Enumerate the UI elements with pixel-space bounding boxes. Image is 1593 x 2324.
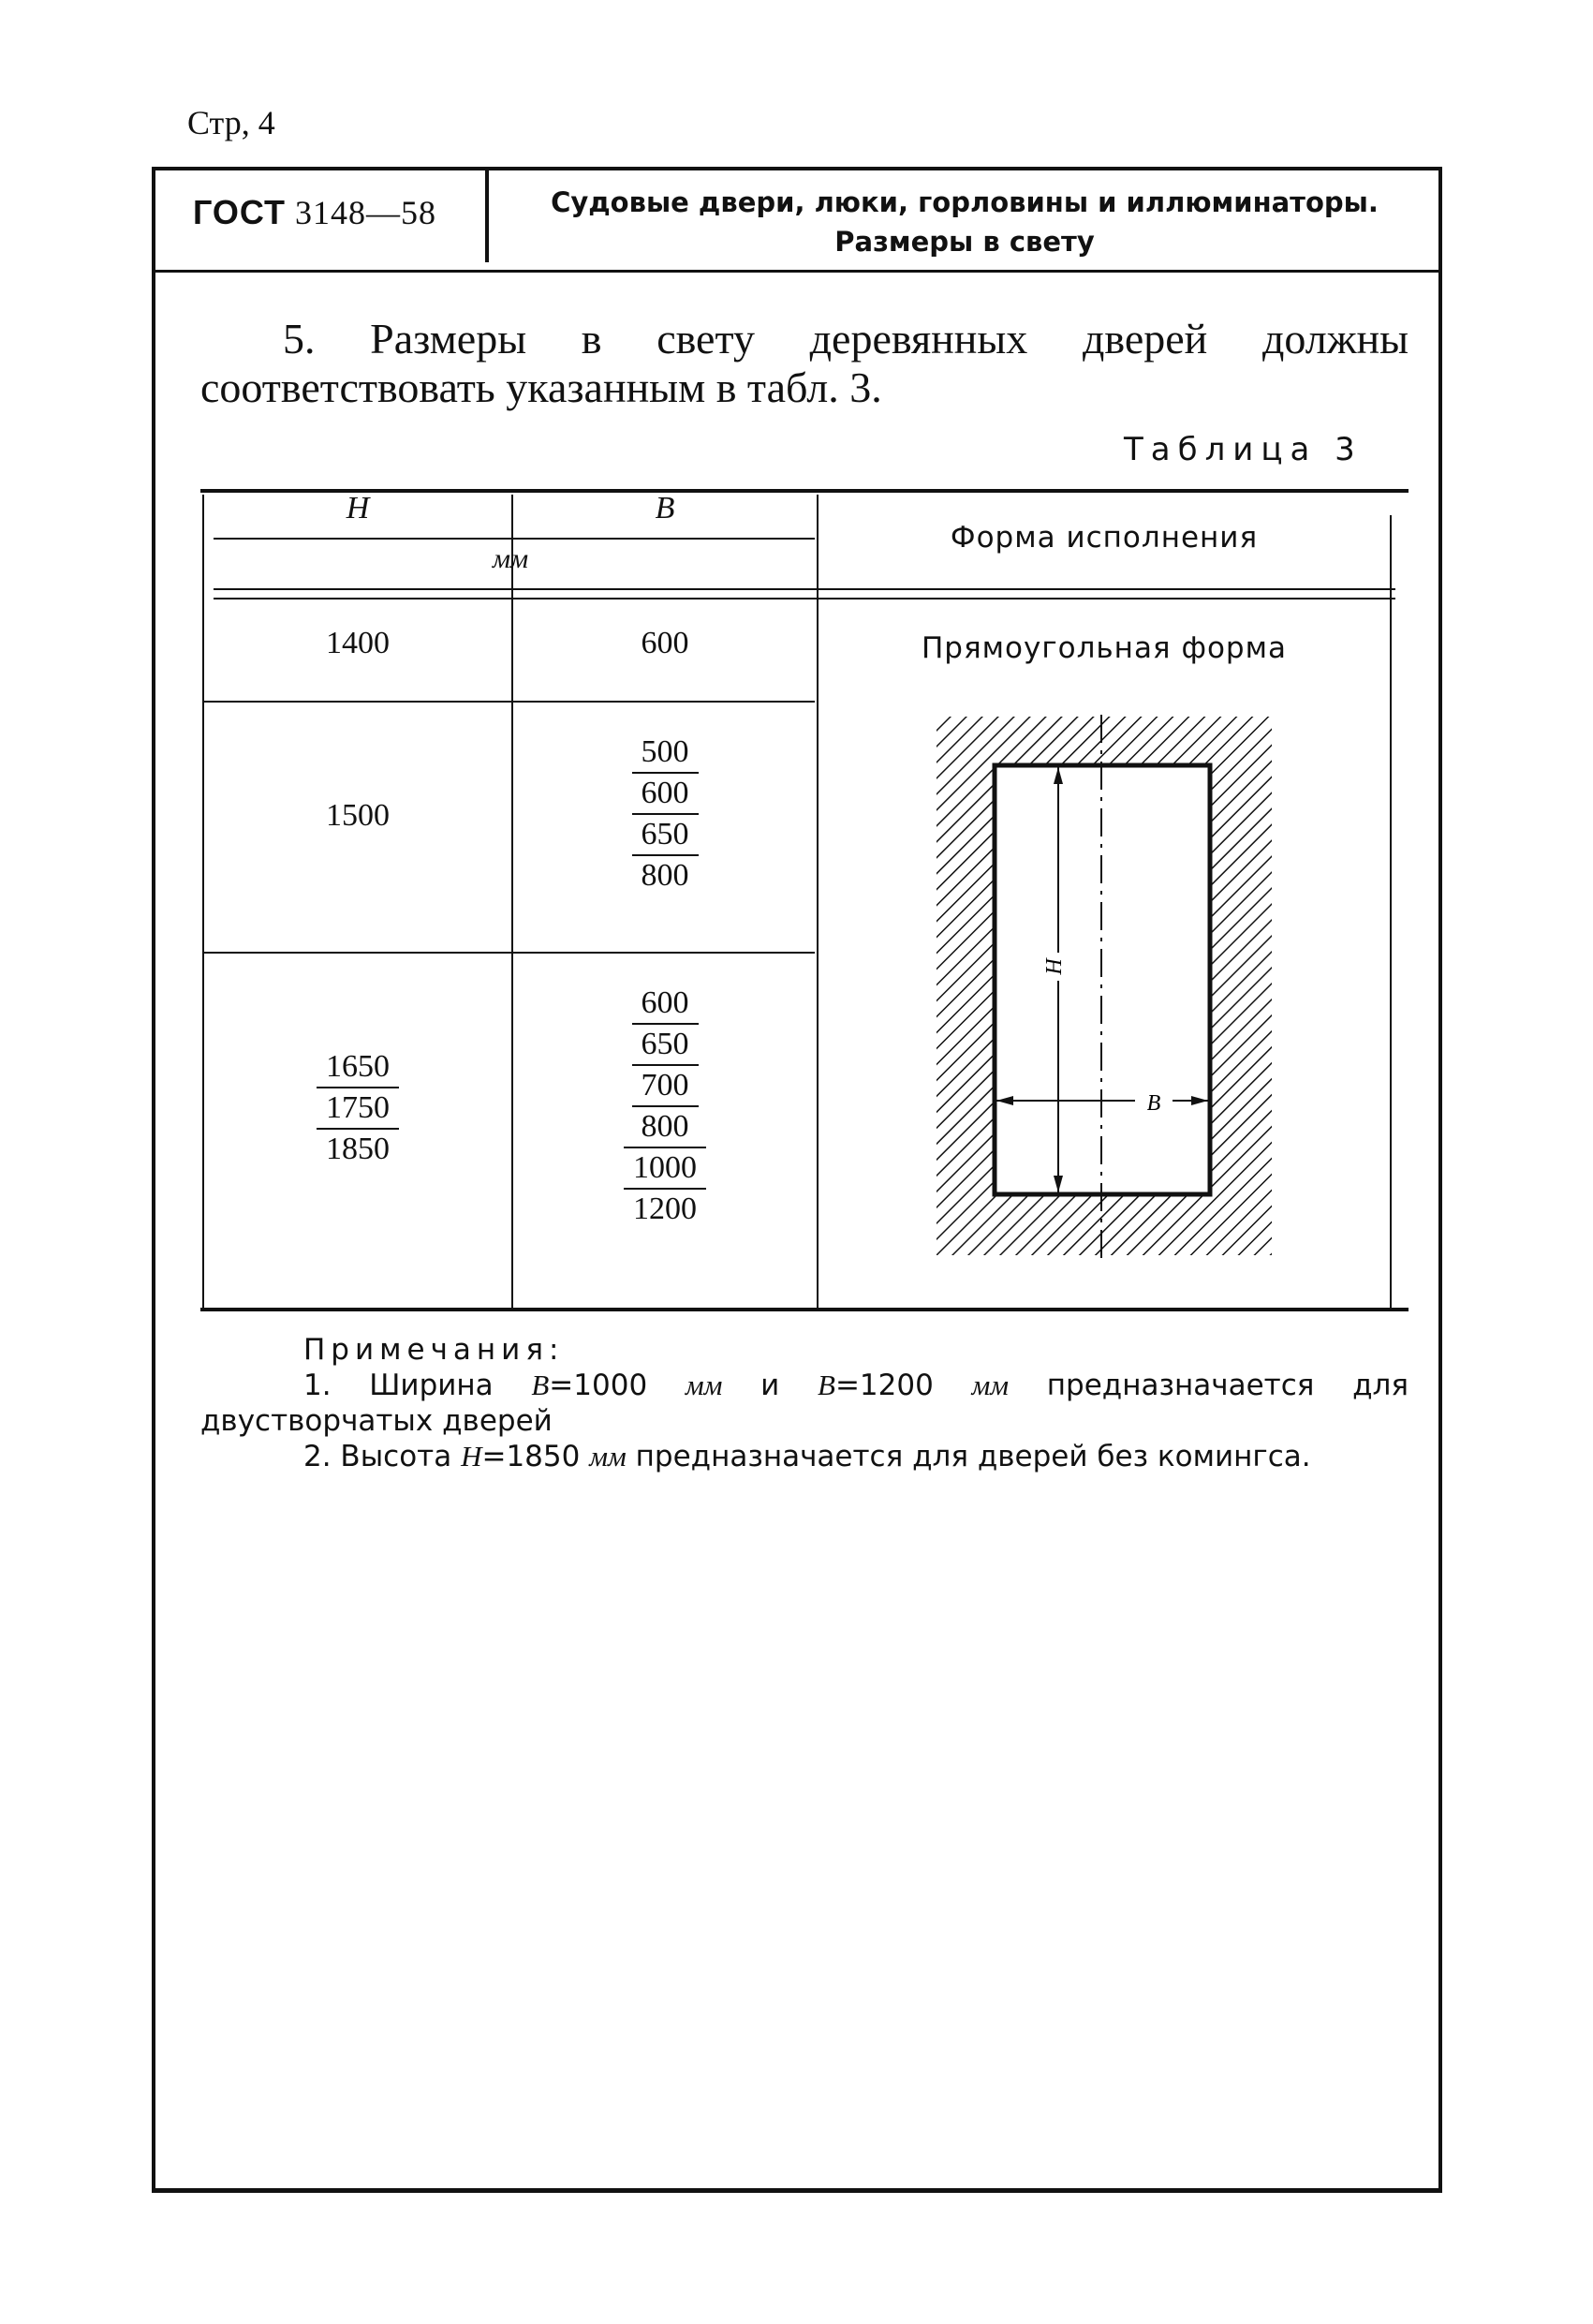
note-1-var: B [531, 1369, 550, 1401]
row3-h-value: 1750 [317, 1087, 399, 1128]
row2-b-value: 650 [632, 813, 699, 854]
row3-b-value: 1000 [624, 1147, 706, 1188]
note-2-text: 2. Высота [303, 1440, 462, 1473]
header-bottom-rule [152, 270, 1442, 273]
table-head-rule-2 [214, 598, 1395, 600]
notes-title: Примечания: [303, 1333, 565, 1367]
note-2-unit: мм [589, 1440, 627, 1473]
row3-b-value: 650 [632, 1023, 699, 1064]
row3-b-values [513, 984, 817, 1229]
table-head-rule-1 [214, 588, 1395, 590]
note-2-var: H [461, 1440, 482, 1473]
frame-left-rule [152, 167, 155, 2192]
table-hb-rule [214, 538, 815, 540]
standard-code [193, 193, 436, 232]
standard-code-number: 3148—58 [295, 194, 437, 231]
table-row1-rule [204, 701, 815, 703]
table-row2-rule [204, 952, 815, 954]
row2-b-values [513, 733, 817, 896]
table-label: Таблица 3 [1124, 431, 1363, 468]
paragraph-5: 5. Размеры в свету деревянных дверей должны соответствовать указанным в табл. 3. [200, 315, 1409, 411]
notes [200, 1332, 1409, 1474]
table-left-rule [202, 495, 204, 1308]
row2-b-value: 800 [632, 854, 699, 896]
frame-bottom-rule [152, 2188, 1442, 2193]
header-divider [485, 167, 489, 262]
document-title-line2: Размеры в свету [834, 226, 1095, 258]
note-2 [200, 1439, 1409, 1474]
row3-b-value: 1200 [624, 1188, 706, 1229]
row2-h-value: 1500 [326, 798, 390, 833]
row3-b-value: 700 [632, 1064, 699, 1105]
page-number: Стр, 4 [187, 104, 275, 141]
document-title [506, 183, 1423, 261]
row3-b-value: 600 [641, 985, 689, 1020]
row2-b-value: 600 [632, 772, 699, 813]
row3-h-values [204, 1047, 511, 1169]
frame-right-rule [1438, 167, 1442, 2192]
note-1-unit: мм [971, 1369, 1010, 1401]
note-1-text: и [722, 1369, 818, 1402]
door-drawing [927, 707, 1283, 1269]
row1-b-value: 600 [641, 626, 689, 660]
frame-top-rule [152, 167, 1442, 170]
row3-h-value: 1850 [317, 1128, 399, 1169]
form-name: Прямоугольная форма [922, 631, 1287, 665]
column-h-header: H [346, 491, 370, 525]
note-1-unit: мм [685, 1369, 723, 1401]
table-right-rule [1390, 515, 1392, 1311]
dimension-h-label: H [1042, 958, 1067, 975]
row2-b-value: 500 [641, 734, 689, 769]
standard-code-prefix: ГОСТ [193, 193, 287, 231]
row3-b-value: 800 [632, 1105, 699, 1147]
note-1-text: 1. Ширина [303, 1369, 532, 1402]
note-2-text: =1850 [481, 1440, 590, 1473]
note-1-var: B [818, 1369, 835, 1401]
column-b-header: B [655, 491, 675, 525]
note-2-text: предназначается для дверей без комингса. [626, 1440, 1311, 1473]
column-form-header: Форма исполнения [950, 521, 1259, 555]
table-bottom-rule [200, 1308, 1409, 1311]
dimension-b-label: B [1146, 1091, 1161, 1116]
note-1-text: =1000 [549, 1369, 686, 1402]
note-1-text: предназначается для двустворчатых дверей [200, 1369, 1409, 1438]
table-col2-rule [817, 495, 819, 1308]
row1-h-value: 1400 [326, 626, 390, 660]
row3-h-value: 1650 [326, 1049, 390, 1084]
note-1 [200, 1368, 1409, 1439]
note-1-text: =1200 [834, 1369, 972, 1402]
unit-header: мм [492, 543, 529, 574]
document-title-line1: Судовые двери, люки, горловины и иллюминаторы. [551, 186, 1379, 218]
